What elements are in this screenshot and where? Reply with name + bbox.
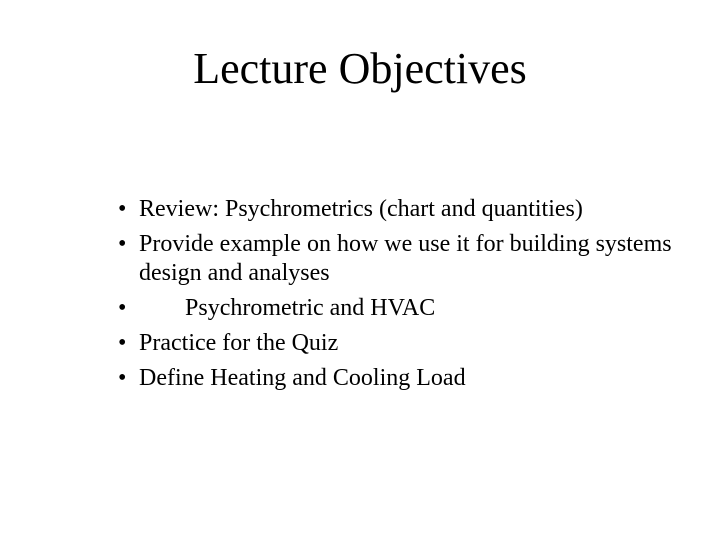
bullet-text: Review: Psychrometrics (chart and quantities) [139,196,583,222]
bullet-list [118,195,680,393]
bullet-text: Define Heating and Cooling Load [139,365,466,391]
bullet-icon: • [118,295,127,321]
bullet-icon: • [118,365,127,391]
bullet-text: Provide example on how we use it for building systems design and analyses [139,231,672,286]
bullet-item [118,364,680,393]
bullet-item [118,329,680,358]
bullet-icon: • [118,196,127,222]
bullet-icon: • [118,231,127,257]
bullet-item [118,294,680,323]
bullet-icon: • [118,330,127,356]
bullet-text: Psychrometric and HVAC [185,295,436,321]
slide-title: Lecture Objectives [193,44,527,93]
bullet-item [118,230,680,288]
bullet-item [118,195,680,224]
bullet-text: Practice for the Quiz [139,330,339,356]
